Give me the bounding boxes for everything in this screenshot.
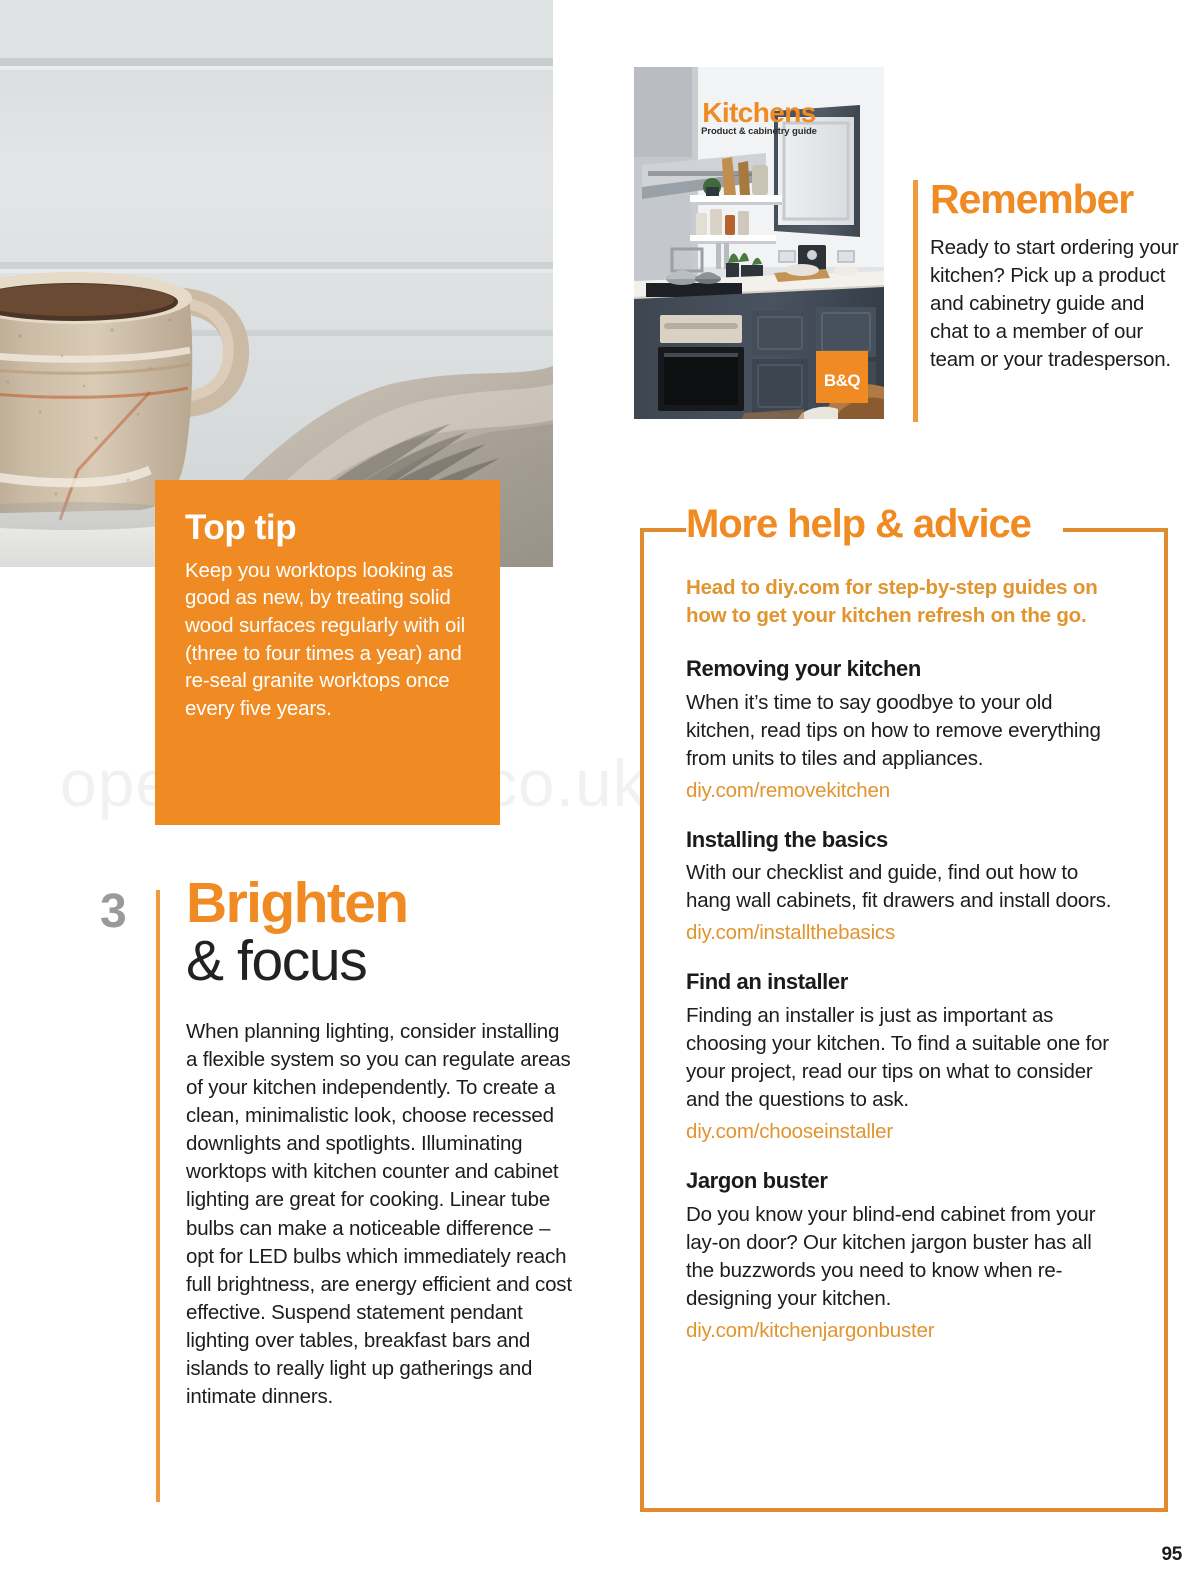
booklet-cover-image xyxy=(634,67,884,419)
booklet-title: Kitchens xyxy=(702,97,816,128)
remember-title: Remember xyxy=(930,176,1134,222)
advice-item-body: Finding an installer is just as important as choosing your kitchen. To find a suitable one for your project, read our tips on what to consider and the questions to ask. xyxy=(686,1003,1109,1112)
remember-body: Ready to start ordering your kitchen? Pick up a product and cabinetry guide and chat to a member of our team or your tradesperson. xyxy=(930,236,1179,372)
bandq-logo: B&Q xyxy=(816,351,868,403)
advice-panel-content xyxy=(686,574,1116,1367)
step-heading xyxy=(186,871,586,993)
top-tip-title: Top tip xyxy=(185,508,297,547)
advice-item xyxy=(686,656,1116,805)
step-number: 3 xyxy=(100,885,126,938)
advice-item-link[interactable]: diy.com/chooseinstaller xyxy=(686,1120,893,1144)
frame-border-left xyxy=(640,528,644,1512)
advice-item xyxy=(686,827,1116,948)
top-tip-callout xyxy=(155,480,500,825)
frame-border-top-right xyxy=(1063,528,1168,532)
advice-item-heading: Jargon buster xyxy=(686,1168,828,1194)
booklet-subtitle: Product & cabinetry guide xyxy=(701,126,817,137)
advice-panel-title: More help & advice xyxy=(686,502,1039,547)
advice-item-heading: Find an installer xyxy=(686,969,848,995)
frame-border-top-left xyxy=(640,528,688,532)
advice-item-heading: Removing your kitchen xyxy=(686,656,921,682)
advice-item xyxy=(686,969,1116,1146)
frame-border-right xyxy=(1164,528,1168,1512)
advice-item-heading: Installing the basics xyxy=(686,826,888,852)
advice-item-link[interactable]: diy.com/kitchenjargonbuster xyxy=(686,1318,935,1342)
frame-border-bottom xyxy=(640,1508,1168,1512)
advice-item-link[interactable]: diy.com/removekitchen xyxy=(686,778,890,802)
advice-item-body: Do you know your blind-end cabinet from your lay-on door? Our kitchen jargon buster has all the buzzwords you need to know when re-designing your kitchen. xyxy=(686,1202,1096,1310)
advice-item-body: When it’s time to say goodbye to your old kitchen, read tips on how to remove everything from units to tiles and appliances. xyxy=(686,690,1101,770)
advice-item-link[interactable]: diy.com/installthebasics xyxy=(686,921,896,945)
advice-item xyxy=(686,1168,1116,1345)
step-body-text: When planning lighting, consider installing a flexible system so you can regulate areas of your kitchen independently. To create a clean, minimalistic look, choose recessed downlights and spotlights. Illuminating worktops with kitchen counter and cabinet lighting are great for cooking. Linear tube bulbs can make a noticeable difference – opt for LED bulbs which immediately reach full brightness, are energy efficient and cost effective. Suspend statement pendant lighting over tables, breakfast bars and islands to really light up gatherings and intimate dinners. xyxy=(186,1020,572,1409)
top-tip-body: Keep you worktops looking as good as new, by treating solid wood surfaces regularly with oil (three to four times a year) and re-seal granite worktops once every five years. xyxy=(185,558,466,721)
remember-accent-rule xyxy=(913,180,918,422)
step-accent-rule xyxy=(156,890,160,1502)
advice-intro: Head to diy.com for step-by-step guides on how to get your kitchen refresh on the go. xyxy=(686,576,1098,628)
advice-item-body: With our checklist and guide, find out how to hang wall cabinets, fit drawers and install doors. xyxy=(686,861,1112,913)
page-number: 95 xyxy=(1161,1544,1182,1565)
step-heading-line-2: & focus xyxy=(186,928,367,993)
step-heading-line-1: Brighten xyxy=(186,871,408,935)
